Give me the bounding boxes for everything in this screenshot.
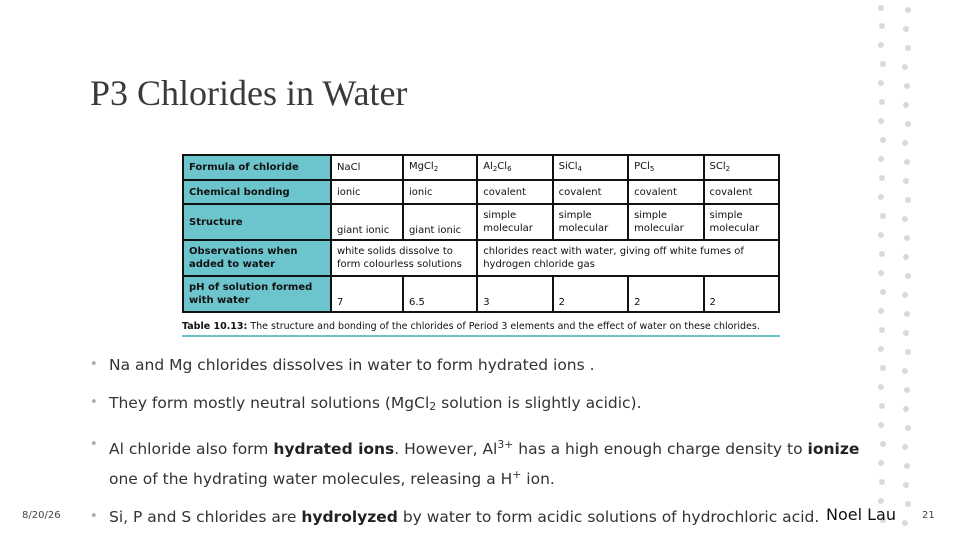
table-cell: SiCl$_4$ (553, 155, 628, 180)
slide-title: P3 Chlorides in Water (90, 73, 408, 113)
caption-label: Table 10.13: (182, 321, 248, 332)
table-cell: covalent (628, 180, 703, 204)
table-caption (182, 321, 780, 337)
row-header: Structure (183, 204, 331, 240)
row-header: Formula of chloride (183, 155, 331, 180)
footer-date: 8/20/26 (22, 510, 61, 521)
row-header: Observations when added to water (183, 240, 331, 276)
table-cell: giant ionic (331, 204, 403, 240)
table-row (183, 276, 779, 312)
table-cell: simple molecular (704, 204, 779, 240)
table-cell: 2 (553, 276, 628, 312)
table-cell: SCl$_2$ (704, 155, 779, 180)
table-cell: covalent (553, 180, 628, 204)
bullet-item: • Si, P and S chlorides are hydrolyzed by water to form acidic solutions of hydrochloric acid. (90, 504, 880, 530)
table-cell: ionic (331, 180, 403, 204)
chlorides-table (182, 154, 780, 313)
table-cell: NaCl (331, 155, 403, 180)
table-cell: giant ionic (403, 204, 477, 240)
bullet-item: • Na and Mg chlorides dissolves in water to form hydrated ions . (90, 352, 880, 378)
table-row (183, 155, 779, 180)
table-cell: $Al_2Cl_6$ (477, 155, 552, 180)
table-row (183, 240, 779, 276)
caption-text: The structure and bonding of the chlorides of Period 3 elements and the effect of water on these chlorides. (247, 321, 760, 332)
author-name: Noel Lau (826, 505, 896, 524)
bullet-item: • Al chloride also form hydrated ions. However, $Al^{3+}$ has a high enough charge density to ionize one of the hydrating water molecules, releasing a H+ ion. (90, 432, 880, 492)
row-header: Chemical bonding (183, 180, 331, 204)
table-cell: simple molecular (553, 204, 628, 240)
table-cell: PCl$_5$ (628, 155, 703, 180)
table-row (183, 180, 779, 204)
table-cell: simple molecular (477, 204, 552, 240)
table-cell: ionic (403, 180, 477, 204)
table-cell: 2 (628, 276, 703, 312)
table-cell: white solids dissolve to form colourless solutions (331, 240, 477, 276)
table-cell: 2 (704, 276, 779, 312)
table-cell: covalent (704, 180, 779, 204)
row-header: pH of solution formed with water (183, 276, 331, 312)
slide-number: 21 (922, 510, 935, 521)
bullet-list (90, 352, 880, 542)
table-cell: MgCl$_2$ (403, 155, 477, 180)
table-cell: 3 (477, 276, 552, 312)
table-cell: 7 (331, 276, 403, 312)
table-cell: covalent (477, 180, 552, 204)
bullet-item: • They form mostly neutral solutions (MgCl$_2$ solution is slightly acidic). (90, 390, 880, 420)
table-row (183, 204, 779, 240)
table-cell: 6.5 (403, 276, 477, 312)
table-cell: chlorides react with water, giving off white fumes of hydrogen chloride gas (477, 240, 779, 276)
table-cell: simple molecular (628, 204, 703, 240)
